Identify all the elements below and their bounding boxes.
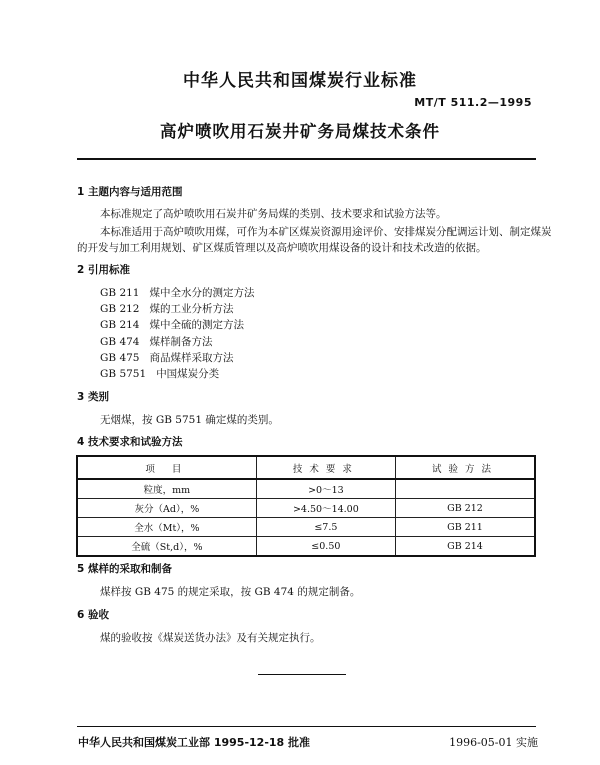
section-6-title: 6 验收 xyxy=(77,609,109,621)
org-title: 中华人民共和国煤炭行业标准 xyxy=(183,71,417,91)
reference-item xyxy=(100,366,219,381)
table-cell-item: 全硫（St,d），% xyxy=(77,537,256,557)
table-cell-item: 粒度，mm xyxy=(77,479,256,499)
section-6-paragraph: 煤的验收按《煤炭送货办法》及有关规定执行。 xyxy=(100,632,321,644)
end-of-text-rule xyxy=(258,674,346,675)
reference-item xyxy=(100,285,255,300)
table-header-item: 项 目 xyxy=(77,456,256,479)
standard-code: MT/T 511.2—1995 xyxy=(414,96,532,109)
section-5-title: 5 煤样的采取和制备 xyxy=(77,563,172,575)
section-5-paragraph: 煤样按 GB 475 的规定采取，按 GB 474 的规定制备。 xyxy=(100,586,361,598)
reference-code: GB 5751 xyxy=(100,368,147,380)
reference-name: 煤样制备方法 xyxy=(149,336,213,348)
reference-name: 中国煤炭分类 xyxy=(156,368,220,380)
section-1-paragraph-1: 本标准规定了高炉喷吹用石炭井矿务局煤的类别、技术要求和试验方法等。 xyxy=(100,208,447,220)
table-header-row xyxy=(77,456,535,479)
section-3-paragraph: 无烟煤，按 GB 5751 确定煤的类别。 xyxy=(100,414,279,426)
section-4-title: 4 技术要求和试验方法 xyxy=(77,436,183,448)
table-header-requirement: 技术要求 xyxy=(256,456,395,479)
table-cell-method: GB 211 xyxy=(395,518,535,537)
footer-divider xyxy=(77,726,536,727)
reference-code: GB 214 xyxy=(100,319,140,331)
reference-code: GB 211 xyxy=(100,287,140,299)
table-row xyxy=(77,537,535,557)
reference-item xyxy=(100,317,244,332)
section-1-title: 1 主题内容与适用范围 xyxy=(77,186,183,198)
table-cell-method: GB 212 xyxy=(395,499,535,518)
table-cell-item: 灰分（Ad），% xyxy=(77,499,256,518)
table-row xyxy=(77,518,535,537)
requirements-table xyxy=(76,455,536,557)
section-1-paragraph-2-line-1: 本标准适用于高炉喷吹用煤，可作为本矿区煤炭资源用途评价、安排煤炭分配调运计划、制定煤炭 xyxy=(100,226,552,238)
reference-code: GB 212 xyxy=(100,303,140,315)
reference-code: GB 474 xyxy=(100,336,140,348)
table-header-method: 试验方法 xyxy=(395,456,535,479)
table-cell-requirement: ≤7.5 xyxy=(256,518,395,537)
reference-name: 煤中全水分的测定方法 xyxy=(149,287,255,299)
approval-line: 中华人民共和国煤炭工业部 1995-12-18 批准 xyxy=(78,736,311,749)
reference-name: 煤中全硫的测定方法 xyxy=(149,319,244,331)
table-cell-method: GB 214 xyxy=(395,537,535,557)
reference-name: 煤的工业分析方法 xyxy=(149,303,234,315)
section-3-title: 3 类别 xyxy=(77,391,109,403)
table-cell-requirement: >4.50～14.00 xyxy=(256,499,395,518)
reference-item xyxy=(100,334,213,349)
table-cell-method xyxy=(395,479,535,499)
header-divider xyxy=(77,158,536,160)
reference-name: 商品煤样采取方法 xyxy=(149,352,234,364)
reference-item xyxy=(100,301,234,316)
section-2-title: 2 引用标准 xyxy=(77,264,130,276)
document-title: 高炉喷吹用石炭井矿务局煤技术条件 xyxy=(160,122,440,141)
reference-code: GB 475 xyxy=(100,352,140,364)
table-cell-item: 全水（Mt），% xyxy=(77,518,256,537)
effective-date: 1996-05-01 实施 xyxy=(449,736,538,749)
section-1-paragraph-2-line-2: 的开发与加工利用规划、矿区煤质管理以及高炉喷吹用煤设备的设计和技术改造的依据。 xyxy=(77,242,487,254)
table-cell-requirement: >0～13 xyxy=(256,479,395,499)
reference-item xyxy=(100,350,234,365)
table-row xyxy=(77,479,535,499)
table-cell-requirement: ≤0.50 xyxy=(256,537,395,557)
table-row xyxy=(77,499,535,518)
